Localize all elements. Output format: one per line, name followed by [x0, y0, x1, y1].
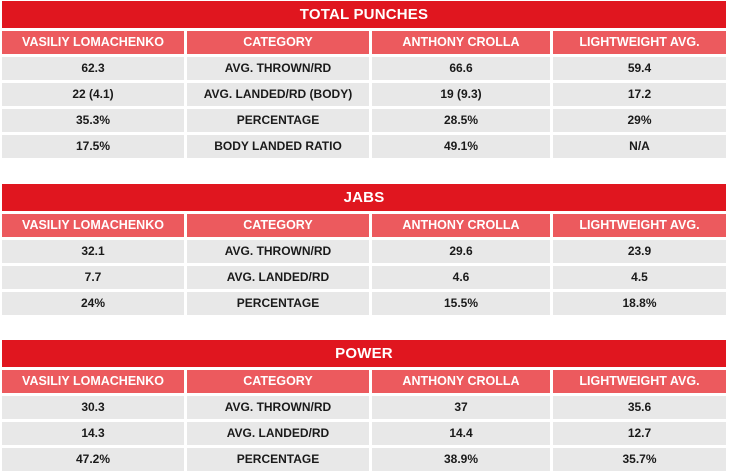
category-label: AVG. THROWN/RD: [187, 396, 369, 419]
total-punches-table: [2, 1, 726, 158]
lightweight-avg-value: 23.9: [553, 240, 726, 263]
table-row: [2, 240, 726, 263]
column-header-lightweight-avg: LIGHTWEIGHT AVG.: [553, 31, 726, 54]
crolla-value: 4.6: [372, 266, 550, 289]
column-header-category: CATEGORY: [187, 214, 369, 237]
lightweight-avg-value: 59.4: [553, 57, 726, 80]
category-label: AVG. THROWN/RD: [187, 240, 369, 263]
category-label: AVG. LANDED/RD: [187, 422, 369, 445]
category-label: AVG. LANDED/RD: [187, 266, 369, 289]
table-row: [2, 83, 726, 106]
crolla-value: 29.6: [372, 240, 550, 263]
column-header-crolla: ANTHONY CROLLA: [372, 214, 550, 237]
lightweight-avg-value: 18.8%: [553, 292, 726, 315]
header-row: [2, 31, 726, 54]
crolla-value: 19 (9.3): [372, 83, 550, 106]
category-label: PERCENTAGE: [187, 292, 369, 315]
table-row: [2, 448, 726, 471]
column-header-category: CATEGORY: [187, 31, 369, 54]
lightweight-avg-value: 35.6: [553, 396, 726, 419]
column-header-lomachenko: VASILIY LOMACHENKO: [2, 214, 184, 237]
lightweight-avg-value: 35.7%: [553, 448, 726, 471]
crolla-value: 14.4: [372, 422, 550, 445]
lomachenko-value: 47.2%: [2, 448, 184, 471]
lomachenko-value: 24%: [2, 292, 184, 315]
lomachenko-value: 32.1: [2, 240, 184, 263]
table-row: [2, 422, 726, 445]
crolla-value: 38.9%: [372, 448, 550, 471]
jabs-table: [2, 184, 726, 315]
column-header-lightweight-avg: LIGHTWEIGHT AVG.: [553, 214, 726, 237]
header-row: [2, 214, 726, 237]
lightweight-avg-value: 4.5: [553, 266, 726, 289]
lomachenko-value: 14.3: [2, 422, 184, 445]
lightweight-avg-value: N/A: [553, 135, 726, 158]
column-header-lomachenko: VASILIY LOMACHENKO: [2, 31, 184, 54]
section-title: TOTAL PUNCHES: [2, 1, 726, 28]
lomachenko-value: 30.3: [2, 396, 184, 419]
category-label: BODY LANDED RATIO: [187, 135, 369, 158]
header-row: [2, 370, 726, 393]
table-row: [2, 135, 726, 158]
table-row: [2, 109, 726, 132]
lomachenko-value: 62.3: [2, 57, 184, 80]
column-header-lightweight-avg: LIGHTWEIGHT AVG.: [553, 370, 726, 393]
lomachenko-value: 35.3%: [2, 109, 184, 132]
category-label: AVG. THROWN/RD: [187, 57, 369, 80]
crolla-value: 37: [372, 396, 550, 419]
column-header-lomachenko: VASILIY LOMACHENKO: [2, 370, 184, 393]
lightweight-avg-value: 17.2: [553, 83, 726, 106]
lomachenko-value: 7.7: [2, 266, 184, 289]
column-header-category: CATEGORY: [187, 370, 369, 393]
table-row: [2, 266, 726, 289]
lightweight-avg-value: 29%: [553, 109, 726, 132]
section-title: POWER: [2, 340, 726, 367]
lomachenko-value: 22 (4.1): [2, 83, 184, 106]
power-table: [2, 340, 726, 471]
category-label: PERCENTAGE: [187, 109, 369, 132]
crolla-value: 28.5%: [372, 109, 550, 132]
table-row: [2, 396, 726, 419]
lomachenko-value: 17.5%: [2, 135, 184, 158]
table-row: [2, 57, 726, 80]
crolla-value: 49.1%: [372, 135, 550, 158]
column-header-crolla: ANTHONY CROLLA: [372, 31, 550, 54]
lightweight-avg-value: 12.7: [553, 422, 726, 445]
column-header-crolla: ANTHONY CROLLA: [372, 370, 550, 393]
section-title: JABS: [2, 184, 726, 211]
crolla-value: 66.6: [372, 57, 550, 80]
category-label: AVG. LANDED/RD (BODY): [187, 83, 369, 106]
table-row: [2, 292, 726, 315]
category-label: PERCENTAGE: [187, 448, 369, 471]
crolla-value: 15.5%: [372, 292, 550, 315]
